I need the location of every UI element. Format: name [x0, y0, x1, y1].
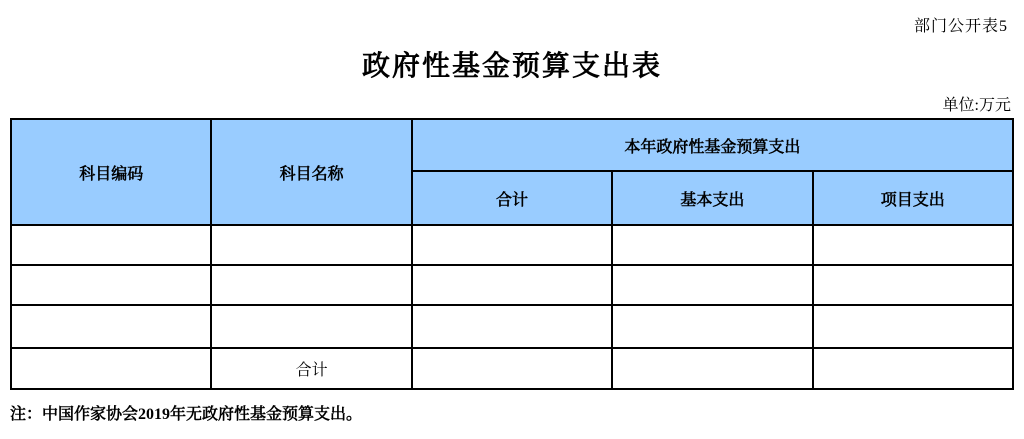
col-header-subject-code: 科目编码 [11, 119, 211, 225]
page-title: 政府性基金预算支出表 [361, 51, 662, 82]
cell-basic-expenditure [612, 348, 812, 389]
budget-table-body [11, 225, 1013, 389]
col-header-total: 合计 [412, 171, 612, 225]
table-row [11, 305, 1013, 348]
budget-table [10, 118, 1014, 390]
cell-subject-name [211, 265, 411, 305]
col-header-basic-expenditure: 基本支出 [612, 171, 812, 225]
budget-table-header [11, 119, 1013, 225]
table-row [11, 265, 1013, 305]
cell-subject-code [11, 265, 211, 305]
corner-label: 部门公开表5 [913, 18, 1008, 35]
cell-basic-expenditure [612, 305, 812, 348]
cell-total [412, 305, 612, 348]
cell-project-expenditure [813, 348, 1013, 389]
cell-subject-name [211, 225, 411, 265]
cell-total [412, 348, 612, 389]
col-header-current-year-fund-expenditure: 本年政府性基金预算支出 [412, 119, 1013, 171]
cell-basic-expenditure [612, 225, 812, 265]
cell-basic-expenditure [612, 265, 812, 305]
col-header-project-expenditure: 项目支出 [813, 171, 1013, 225]
cell-total [412, 265, 612, 305]
cell-project-expenditure [813, 305, 1013, 348]
table-row [11, 225, 1013, 265]
cell-total [412, 225, 612, 265]
table-row-total [11, 348, 1013, 389]
cell-subject-code [11, 348, 211, 389]
col-header-subject-name: 科目名称 [211, 119, 411, 225]
cell-subject-name [211, 305, 411, 348]
cell-subject-name-total: 合计 [211, 348, 411, 389]
unit-label: 单位:万元 [942, 97, 1011, 114]
footnote: 注：中国作家协会2019年无政府性基金预算支出。 [10, 406, 363, 423]
cell-project-expenditure [813, 265, 1013, 305]
cell-subject-code [11, 305, 211, 348]
cell-subject-code [11, 225, 211, 265]
header-row-group [11, 119, 1013, 171]
cell-project-expenditure [813, 225, 1013, 265]
